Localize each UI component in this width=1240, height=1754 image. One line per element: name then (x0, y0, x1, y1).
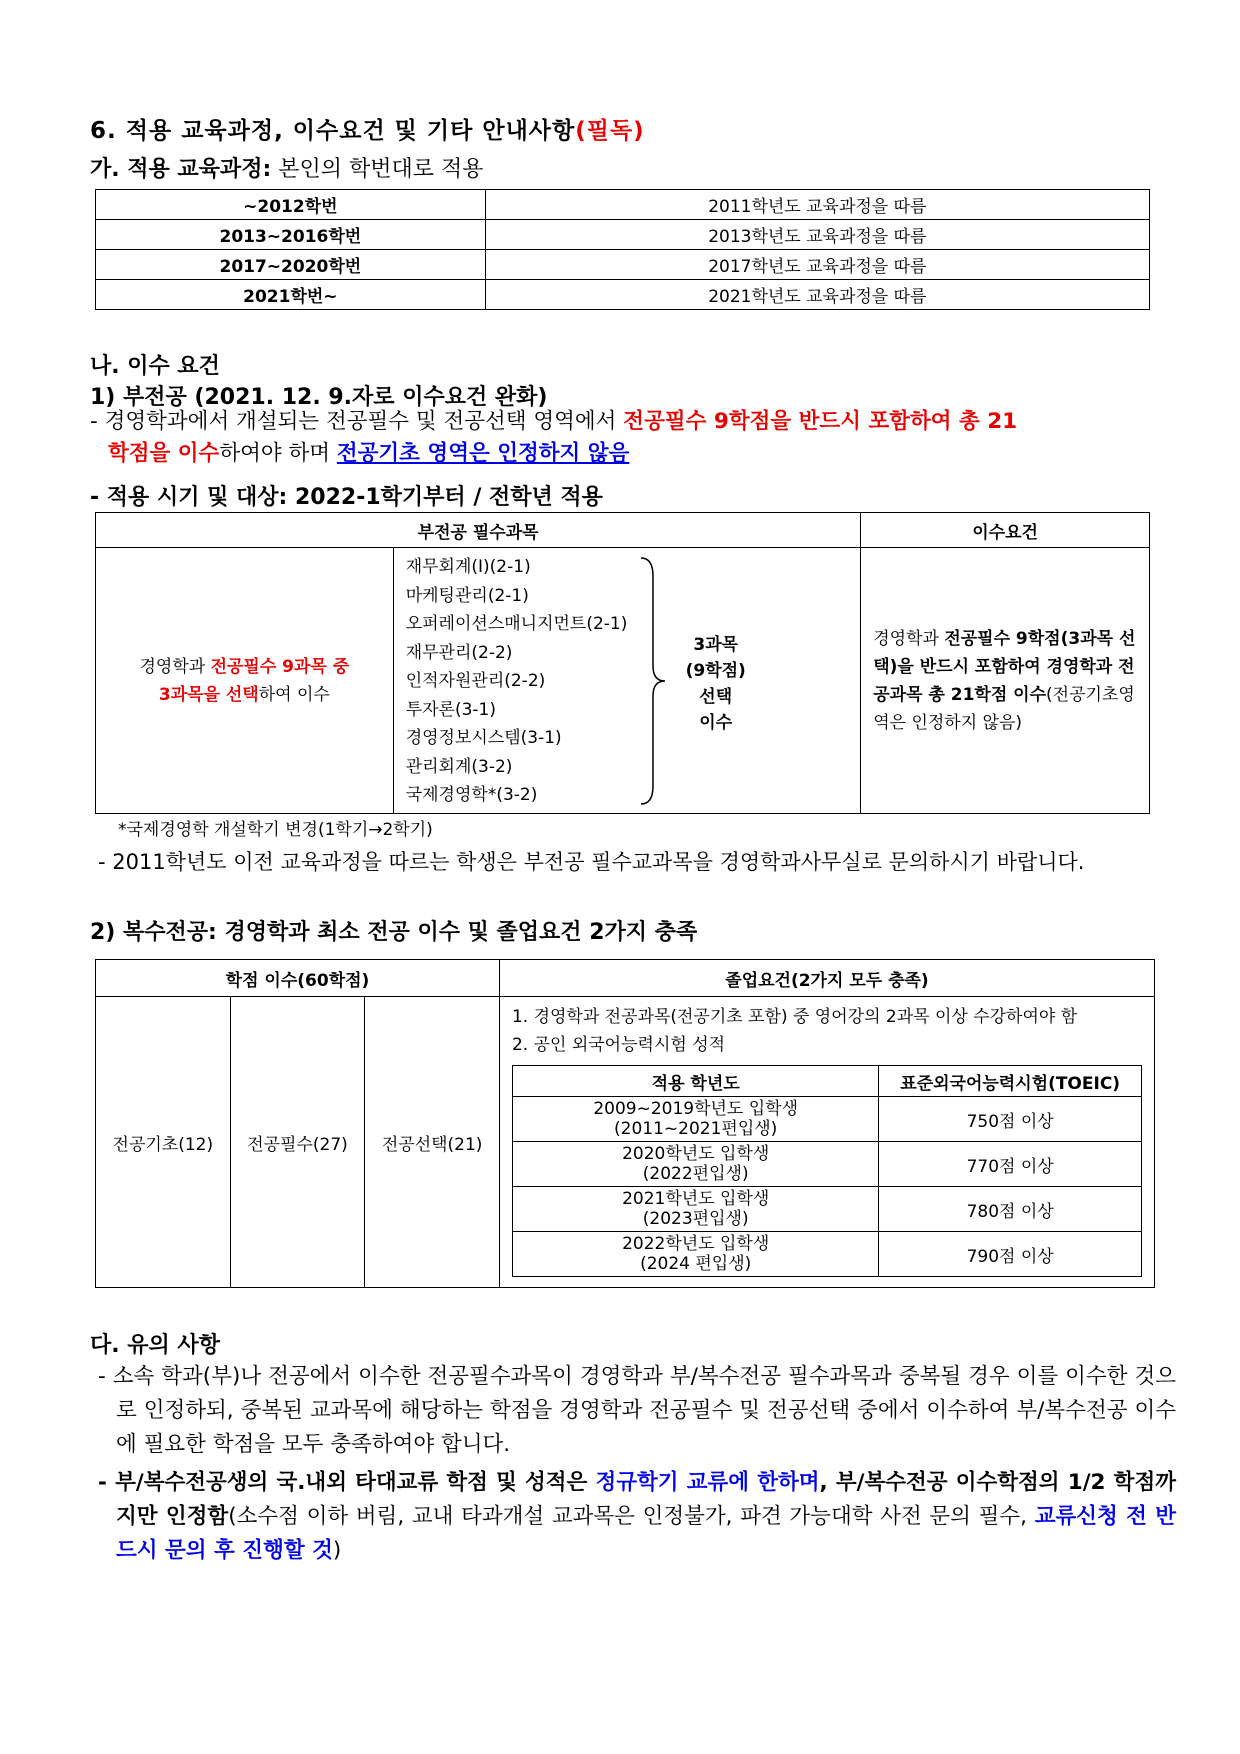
minor-table (95, 512, 1150, 814)
table-row (512, 1097, 1141, 1142)
p2-bold-1: - 부/복수전공생의 국.내외 타대교류 학점 및 성적은 (98, 1470, 596, 1495)
ga-label: 가. 적용 교육과정: (90, 157, 272, 182)
section-title (90, 112, 645, 145)
table-row (96, 960, 1155, 997)
minor-left-cell (96, 548, 394, 814)
table-row (96, 280, 1150, 310)
table-row (96, 250, 1150, 280)
curriculum-year: 2017~2020학번 (96, 250, 486, 280)
da-heading: 다. 유의 사항 (90, 1333, 220, 1358)
list-item: 오퍼레이션스매니지먼트(2-1) (405, 614, 628, 634)
table-row (96, 513, 1150, 548)
req-text-c: (전공기초영역은 인정하지 않음) (873, 684, 1135, 733)
left-text-b: 하여 이수 (258, 684, 330, 705)
da-paragraph-1: - 소속 학과(부)나 전공에서 이수한 전공필수과목이 경영학과 부/복수전공 필수과목과 중복될 경우 이를 이수한 것으로 인정하되, 중복된 교과목에 해당하는 학점을 경영학과 전공필수 및 전공선택 중에서 이수하여 부/복수전공 이수에 필요한 학점을 모두 충족하여야 합니다. (98, 1364, 1176, 1457)
section-title-text: 6. 적용 교육과정, 이수요건 및 기타 안내사항 (90, 118, 576, 144)
list-item: 관리회계(3-2) (405, 756, 513, 777)
da-paragraph-2 (98, 1466, 1176, 1568)
left-text-red1: 전공필수 9과목 중 (210, 656, 350, 677)
list-item: 재무관리(2-2) (405, 642, 513, 663)
ga-heading (90, 152, 484, 183)
p2-bold-2: , 부/복수전공 이수학점의 1/2 학점까지만 인정함 (116, 1470, 1176, 1529)
double-title: 2) 복수전공: 경영학과 최소 전공 이수 및 졸업요건 2가지 충족 (90, 920, 698, 945)
grad-cell (499, 997, 1154, 1288)
select-line: 이수 (699, 713, 733, 733)
table-row (512, 1232, 1141, 1277)
minor-header-req: 이수요건 (861, 513, 1150, 548)
toeic-year-line: (2011~2021편입생) (614, 1119, 778, 1139)
grad-item: 2. 공인 외국어능력시험 성적 (511, 1035, 726, 1055)
curriculum-text: 2013학년도 교육과정을 따름 (485, 220, 1149, 250)
list-item: 투자론(3-1) (405, 699, 496, 720)
table-row (512, 1187, 1141, 1232)
toeic-score: 770점 이상 (879, 1142, 1142, 1187)
toeic-header-score: 표준외국어능력시험(TOEIC) (879, 1066, 1142, 1097)
ga-text: 본인의 학번대로 적용 (271, 157, 484, 182)
select-note (676, 632, 756, 736)
minor-courses-cell (393, 548, 861, 814)
na-heading: 나. 이수 요건 (90, 354, 220, 379)
toeic-year-line: (2023편입생) (642, 1209, 749, 1229)
p2-blue-2: 교류신청 전 반드시 문의 후 진행할 것 (116, 1504, 1176, 1563)
p2-end: ) (332, 1538, 342, 1563)
minor-description-2 (108, 437, 629, 470)
curriculum-year: 2021학번~ (96, 280, 486, 310)
minor-desc-blue: 전공기초 영역은 인정하지 않음 (336, 441, 630, 466)
req-text-b: 전공필수 9학점(3과목 선택)을 반드시 포함하여 경영학과 전공과목 총 21학점 이수 (873, 628, 1136, 705)
course-list (394, 553, 628, 810)
minor-desc-red: 전공필수 9학점을 반드시 포함하여 총 21 (623, 409, 1018, 434)
credit-cell: 전공선택(21) (365, 997, 500, 1288)
section-title-required: (필독) (575, 118, 645, 144)
toeic-year-line: 2020학년도 입학생 (622, 1144, 770, 1164)
toeic-year (512, 1187, 878, 1232)
toeic-year (512, 1097, 878, 1142)
grad-item: 1. 경영학과 전공과목(전공기초 포함) 중 영어강의 2과목 이상 수강하여야 함 (511, 1007, 1078, 1027)
p2-blue-1: 정규학기 교류에 한하며 (595, 1470, 820, 1495)
curriculum-year: ~2012학번 (96, 190, 486, 220)
curriculum-table (95, 189, 1150, 310)
req-text-a: 경영학과 (873, 628, 945, 649)
select-line: (9학점) (685, 661, 746, 681)
toeic-year-line: (2022편입생) (642, 1164, 749, 1184)
toeic-year (512, 1232, 878, 1277)
curriculum-text: 2011학년도 교육과정을 따름 (485, 190, 1149, 220)
toeic-year-line: 2009~2019학년도 입학생 (593, 1099, 799, 1119)
minor-period: - 적용 시기 및 대상: 2022-1학기부터 / 전학년 적용 (90, 485, 603, 510)
toeic-header-year: 적용 학년도 (512, 1066, 878, 1097)
toeic-score: 780점 이상 (879, 1187, 1142, 1232)
double-table (95, 959, 1155, 1288)
curriculum-text: 2021학년도 교육과정을 따름 (485, 280, 1149, 310)
minor-title: 1) 부전공 (2021. 12. 9.자로 이수요건 완화) (90, 385, 548, 410)
list-item: 마케팅관리(2-1) (405, 585, 529, 606)
minor-desc-b: 하여야 하며 (219, 441, 337, 466)
minor-description (90, 405, 1155, 438)
toeic-year-line: 2022학년도 입학생 (622, 1234, 770, 1254)
credit-cell: 전공기초(12) (96, 997, 231, 1288)
minor-note-2011: - 2011학년도 이전 교육과정을 따르는 학생은 부전공 필수교과목을 경영학과사무실로 문의하시기 바랍니다. (98, 850, 1085, 874)
credit-cell: 전공필수(27) (230, 997, 365, 1288)
table-row (96, 548, 1150, 814)
double-header-credits: 학점 이수(60학점) (96, 960, 500, 997)
toeic-score: 750점 이상 (879, 1097, 1142, 1142)
table-row (96, 220, 1150, 250)
p2-plain: (소수점 이하 버림, 교내 타과개설 교과목은 인정불가, 파견 가능대학 사전 문의 필수, (228, 1504, 1035, 1529)
minor-footnote: *국제경영학 개설학기 변경(1학기→2학기) (118, 820, 433, 840)
brace-icon (639, 556, 669, 806)
left-text-red2: 3과목을 선택 (158, 684, 259, 705)
table-row (512, 1066, 1141, 1097)
minor-desc-red2: 학점을 이수 (108, 441, 220, 466)
double-header-grad: 졸업요건(2가지 모두 충족) (499, 960, 1154, 997)
left-text-a: 경영학과 (139, 656, 211, 677)
select-line: 3과목 (693, 635, 739, 655)
toeic-score: 790점 이상 (879, 1232, 1142, 1277)
toeic-year-line: 2021학년도 입학생 (622, 1189, 770, 1209)
table-row (96, 997, 1155, 1288)
minor-header-subjects: 부전공 필수과목 (96, 513, 861, 548)
list-item: 국제경영학*(3-2) (405, 785, 538, 805)
select-line: 선택 (699, 687, 733, 707)
list-item: 경영정보시스템(3-1) (405, 728, 562, 748)
minor-req-cell (861, 548, 1150, 814)
table-row (96, 190, 1150, 220)
curriculum-text: 2017학년도 교육과정을 따름 (485, 250, 1149, 280)
curriculum-year: 2013~2016학번 (96, 220, 486, 250)
toeic-year-line: (2024 편입생) (640, 1254, 752, 1274)
toeic-table (512, 1065, 1142, 1277)
minor-desc-a: - 경영학과에서 개설되는 전공필수 및 전공선택 영역에서 (90, 409, 624, 434)
list-item: 인적자원관리(2-2) (405, 671, 546, 691)
list-item: 재무회계(I)(2-1) (405, 557, 531, 577)
toeic-year (512, 1142, 878, 1187)
table-row (512, 1142, 1141, 1187)
